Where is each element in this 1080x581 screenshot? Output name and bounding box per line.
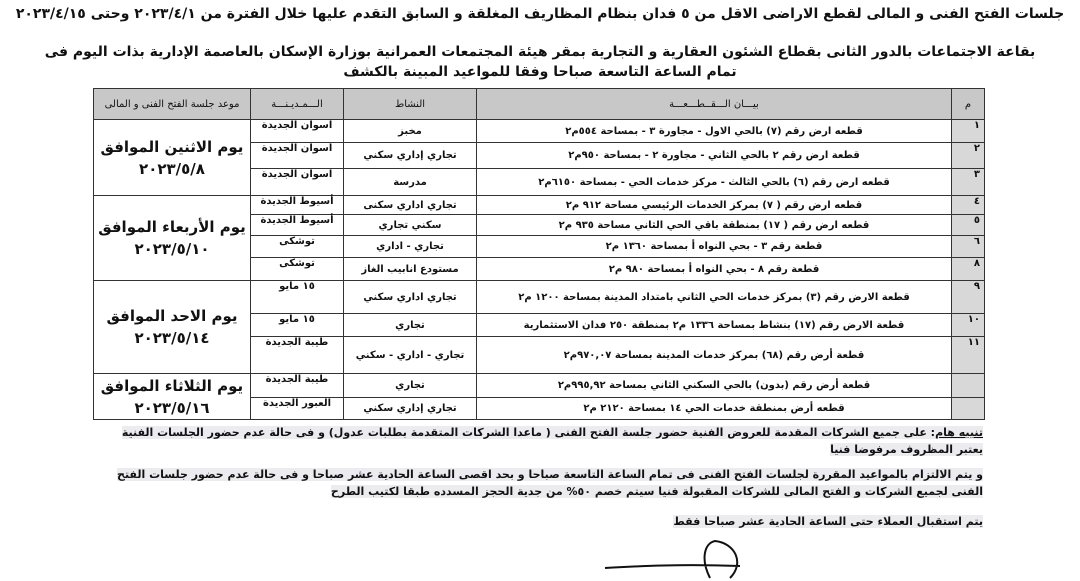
document-subtitle: بقاعة الاجتماعات بالدور الثانى بقطاع الشئون العقارية و التجارية بمقر هيئة المجتمعات العمرانية بوزارة الإسكان بالعاصمة الإدارية بذات اليوم فى	[44, 44, 1036, 60]
session-date	[94, 281, 251, 374]
commitment-note	[103, 466, 983, 500]
activity: مدرسة	[344, 169, 477, 196]
session-day: يوم الاثنين الموافق	[100, 137, 244, 156]
activity: مستودع انابيب الغاز	[344, 258, 477, 281]
signature	[600, 538, 750, 581]
row-number: ٣	[952, 169, 985, 196]
reception-note	[103, 513, 983, 530]
city: العبور الجديدة	[251, 398, 344, 420]
session-date-value: ٢٠٢٣/٥/١٤	[134, 329, 210, 347]
row-number: ١٠	[952, 314, 985, 337]
session-date	[94, 196, 251, 281]
document-title: جلسات الفتح الفنى و المالى لقطع الاراضى الاقل من ٥ فدان بنظام المظاريف المغلقة و السابق التقدم عليها خلال الفترة من ٢٠٢٣/٤/١ وحتى ٢٠٢٣/٤/١٥	[15, 6, 1065, 22]
table-header	[94, 89, 985, 120]
city: ١٥ مايو	[251, 314, 344, 337]
header-num: م	[952, 89, 985, 120]
city: طيبة الجديدة	[251, 374, 344, 398]
city: أسيوط الجديدة	[251, 215, 344, 236]
city: ١٥ مايو	[251, 281, 344, 314]
city: طيبة الجديدة	[251, 337, 344, 374]
city: أسيوط الجديدة	[251, 196, 344, 215]
activity: مخبز	[344, 120, 477, 143]
activity: تجاري	[344, 314, 477, 337]
plot-description: قطعة أرض رقم (٦٨) بمركز خدمات المدينة بمساحة ٩٧٠,٠٧م٢	[477, 337, 952, 374]
reception-text: يتم استقبال العملاء حتى الساعة الحادية عشر صباحا فقط	[673, 515, 983, 528]
activity: سكني تجاري	[344, 215, 477, 236]
document-subtitle-2: تمام الساعة التاسعة صباحا وفقا للمواعيد المبينة بالكشف	[343, 64, 737, 80]
plot-description: قطعة الارض رقم (١٧) بنشاط بمساحة ١٣٣٦ م٢ بمنطقة ٢٥٠ فدان الاستثمارية	[477, 314, 952, 337]
table-row	[94, 120, 985, 143]
session-date-value: ٢٠٢٣/٥/١٠	[134, 240, 210, 258]
row-number: ٦	[952, 236, 985, 258]
session-date	[94, 120, 251, 196]
warning-text-2: يعتبر المظروف مرفوضا فنيا	[830, 443, 983, 456]
warning-label: تنبيه هام	[935, 426, 983, 439]
activity: تجاري اداري سكنى	[344, 196, 477, 215]
plot-description: قطعه ارض رقم (٧) بالحي الاول - مجاورة ٣ - بمساحة ٥٥٤م٢	[477, 120, 952, 143]
row-number: ١١	[952, 337, 985, 374]
schedule-table	[93, 88, 985, 420]
warning-note	[103, 424, 983, 458]
plot-description: قطعة رقم ٣ - بحي النواه أ بمساحة ١٣٦٠ م٢	[477, 236, 952, 258]
table-row	[94, 374, 985, 398]
session-date	[94, 374, 251, 420]
city: اسوان الجديدة	[251, 120, 344, 143]
city: توشكى	[251, 258, 344, 281]
session-day: يوم الاحد الموافق	[106, 307, 238, 325]
city: توشكى	[251, 236, 344, 258]
warning-text: : على جميع الشركات المقدمة للعروض الفنية حضور جلسة الفتح الفنى ( ماعدا الشركات المتقدمة بطلبات عدول) و فى حالة عدم حضور الجلسات الفنية	[121, 426, 936, 439]
plot-description: قطعة رقم ٨ - بحي النواه أ بمساحة ٩٨٠ م٢	[477, 258, 952, 281]
plot-description: قطعة الارض رقم (٣) بمركز خدمات الحي الثاني بامتداد المدينة بمساحة ١٢٠٠ م٢	[477, 281, 952, 314]
session-day: يوم الثلاثاء الموافق	[100, 376, 244, 395]
activity: تجاري إداري سكني	[344, 398, 477, 420]
header-description: بيـــان الـــقــطـــعـــة	[477, 89, 952, 120]
plot-description: قطعه ارض رقم (٦) بالحي الثالث - مركز خدمات الحي - بمساحة ٦١٥٠م٢	[477, 169, 952, 196]
plot-description: قطعة أرض رقم (بدون) بالحي السكني الثاني بمساحة ٩٩٥,٩٢م٢	[477, 374, 952, 398]
row-number: ١	[952, 120, 985, 143]
plot-description: قطعه ارض رقم ( ٧) بمركز الخدمات الرئيسي مساحة ٩١٢ م٢	[477, 196, 952, 215]
row-number	[952, 374, 985, 398]
city: اسوان الجديدة	[251, 169, 344, 196]
table-row	[94, 281, 985, 314]
header-activity: النشاط	[344, 89, 477, 120]
activity: تجاري إداري سكني	[344, 143, 477, 169]
city: اسوان الجديدة	[251, 143, 344, 169]
row-number: ٢	[952, 143, 985, 169]
activity: تجاري اداري سكني	[344, 281, 477, 314]
plot-description: قطعه أرض بمنطقة خدمات الحي ١٤ بمساحة ٢١٢٠ م٢	[477, 398, 952, 420]
commitment-text-2: الفنى لجميع الشركات و الفتح المالى للشركات المقبولة فنيا سيتم خصم ٥٠% من جدية الحجز المسدده طبقا لكتيب الطرح	[330, 485, 983, 498]
row-number: ٩	[952, 281, 985, 314]
row-number	[952, 398, 985, 420]
row-number: ٥	[952, 215, 985, 236]
plot-description: قطعة ارض رقم ٢ بالحي الثاني - مجاورة ٢ - بمساحة ٩٥٠م٢	[477, 143, 952, 169]
activity: تجاري - اداري - سكني	[344, 337, 477, 374]
row-number: ٤	[952, 196, 985, 215]
session-date-value: ٢٠٢٣/٥/٨	[139, 159, 205, 178]
commitment-text-1: و يتم الالتزام بالمواعيد المقررة لجلسات الفتح الفنى فى تمام الساعة التاسعة صباحا و بحد اقصى الساعة الحادية عشر صباحا و فى حالة عدم حضور جلسات الفتح	[117, 468, 983, 481]
table-row	[94, 196, 985, 215]
header-date: موعد جلسة الفتح الفنى و المالى	[94, 89, 251, 120]
session-day: يوم الأربعاء الموافق	[98, 218, 246, 236]
activity: تجاري - اداري	[344, 236, 477, 258]
session-date-value: ٢٠٢٣/٥/١٦	[134, 398, 210, 417]
plot-description: قطعه ارض رقم ( ١٧) بمنطقة باقي الحي الثاني مساحة ٩٣٥ م٢	[477, 215, 952, 236]
activity: تجاري	[344, 374, 477, 398]
header-city: الـــمـديـنـــة	[251, 89, 344, 120]
row-number: ٨	[952, 258, 985, 281]
